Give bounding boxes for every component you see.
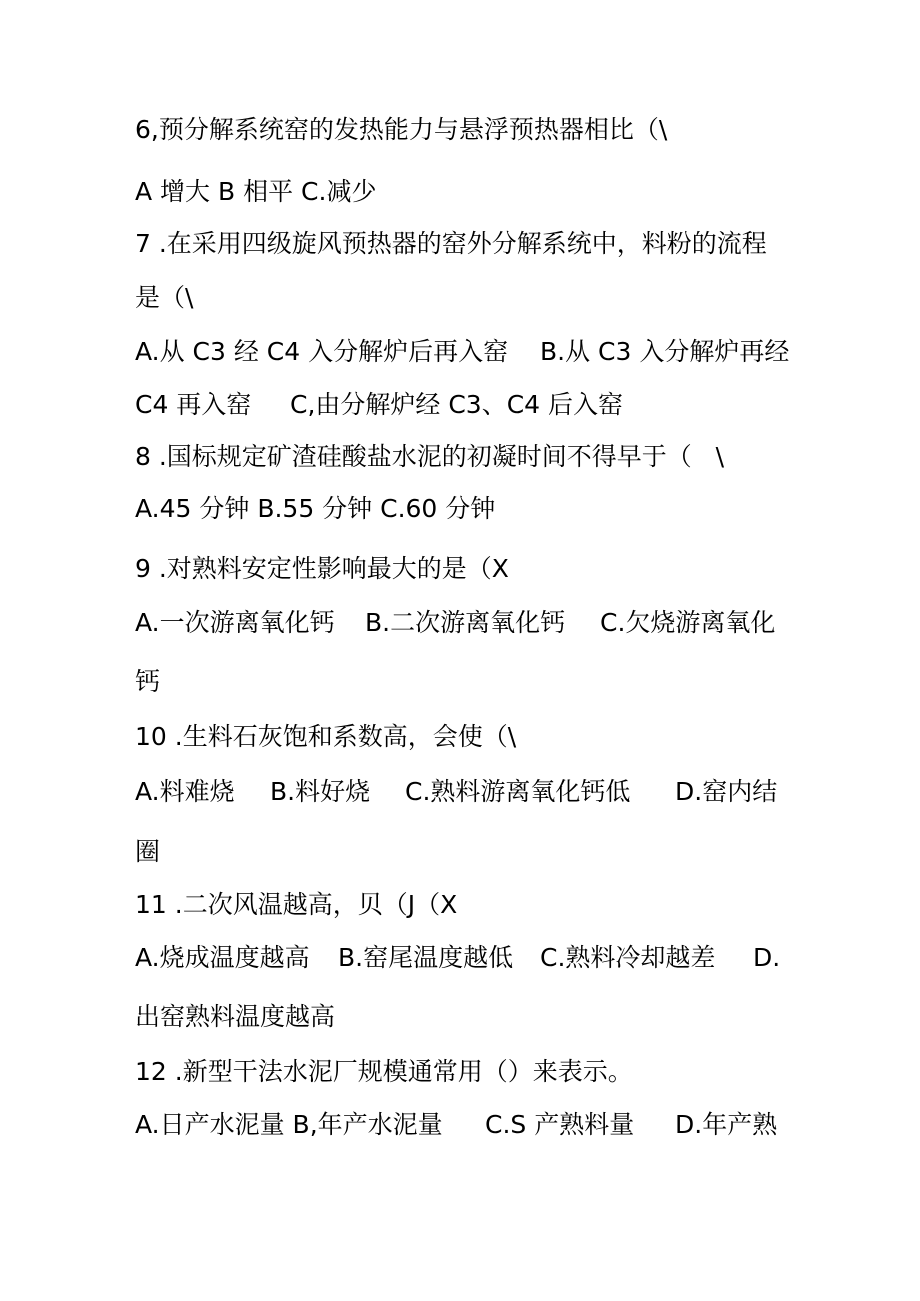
question-12-options-line1 <box>135 1109 778 1269</box>
question-7-option-b-cont: C4 再入窑 <box>135 390 252 419</box>
question-10-option-d: D.窑内结 <box>675 777 778 806</box>
question-11-option-a: A.烧成温度越高 <box>135 943 310 972</box>
question-10-option-b: B.料好烧 <box>270 777 371 806</box>
question-12-stem-text: 12 .新型干法水泥厂规模通常用（）来表示。 <box>135 1057 633 1086</box>
question-12-option-d: D.年产熟 <box>675 1110 778 1139</box>
question-9-option-a: A.一次游离氧化钙 <box>135 608 335 637</box>
question-6-stem-text: 6,预分解系统窑的发热能力与悬浮预热器相比（\ <box>135 115 668 144</box>
question-9-stem-text: 9 .对熟料安定性影响最大的是（X <box>135 554 509 583</box>
question-8-stem-text: 8 .国标规定矿渣硅酸盐水泥的初凝时间不得早于（ \ <box>135 442 725 471</box>
question-8-options-text: A.45 分钟 B.55 分钟 C.60 分钟 <box>135 494 496 523</box>
question-12-option-ab: A.日产水泥量 B,年产水泥量 <box>135 1110 443 1139</box>
question-12-option-c: C.S 产熟料量 <box>485 1110 635 1139</box>
question-10-option-d-cont: 圈 <box>135 837 161 866</box>
question-10-option-c: C.熟料游离氧化钙低 <box>405 777 631 806</box>
question-11-option-b: B.窑尾温度越低 <box>338 943 514 972</box>
question-7-option-b: B.从 C3 入分解炉再经 <box>540 337 790 366</box>
question-7-option-c: C,由分解炉经 C3、C4 后入窑 <box>290 390 624 419</box>
question-11-stem-text: 11 .二次风温越高，贝（J（X <box>135 890 458 919</box>
question-10-stem-text: 10 .生料石灰饱和系数高，会使（\ <box>135 722 517 751</box>
question-11-option-d: D. <box>753 943 781 972</box>
question-7-stem-cont: 是（\ <box>135 283 194 312</box>
question-9-option-c-cont: 钙 <box>135 667 161 696</box>
question-10-option-a: A.料难烧 <box>135 777 235 806</box>
question-9-option-b: B.二次游离氧化钙 <box>365 608 566 637</box>
question-6-options-text: A 增大 B 相平 C.减少 <box>135 177 377 206</box>
question-9-option-c: C.欠烧游离氧化 <box>600 608 776 637</box>
question-11-option-c: C.熟料冷却越差 <box>540 943 716 972</box>
question-11-option-d-cont: 出窑熟料温度越高 <box>135 1002 336 1031</box>
question-7-stem-text: 7 .在采用四级旋风预热器的窑外分解系统中，料粉的流程 <box>135 229 767 258</box>
question-7-option-a: A.从 C3 经 C4 入分解炉后再入窑 <box>135 337 509 366</box>
